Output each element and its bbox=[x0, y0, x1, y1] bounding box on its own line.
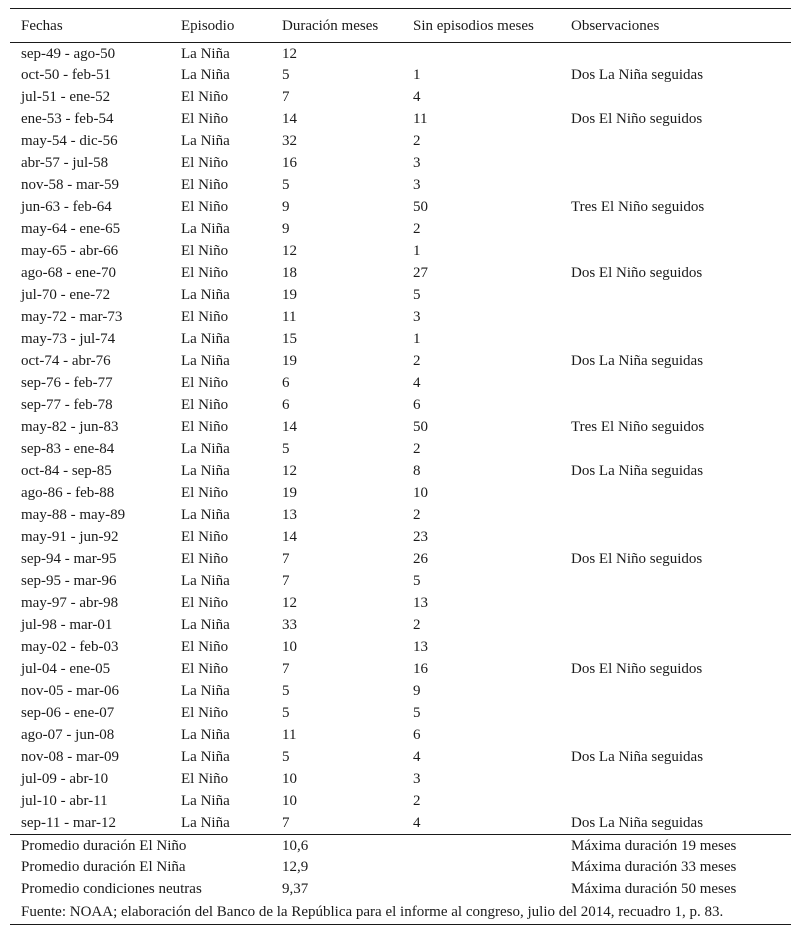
cell-sin-episodios: 4 bbox=[413, 89, 421, 105]
cell-observaciones: Dos El Niño seguidos bbox=[571, 551, 703, 567]
cell-duracion: 5 bbox=[282, 683, 290, 699]
table-row bbox=[10, 747, 791, 769]
cell-fechas: may-97 - abr-98 bbox=[21, 595, 119, 611]
cell-sin-episodios: 8 bbox=[413, 463, 421, 479]
table-row bbox=[10, 263, 791, 285]
cell-fechas: jul-51 - ene-52 bbox=[21, 89, 111, 105]
cell-sin-episodios: 1 bbox=[413, 67, 421, 83]
cell-sin-episodios: 4 bbox=[413, 375, 421, 391]
table-row bbox=[10, 549, 791, 571]
table-row bbox=[10, 703, 791, 725]
cell-sin-episodios: 6 bbox=[413, 727, 421, 743]
summary-value: 10,6 bbox=[282, 838, 309, 855]
cell-fechas: nov-58 - mar-59 bbox=[21, 177, 120, 193]
summary-value: 12,9 bbox=[282, 859, 309, 875]
cell-fechas: may-73 - jul-74 bbox=[21, 331, 116, 347]
cell-fechas: may-72 - mar-73 bbox=[21, 309, 123, 325]
summary-note: Máxima duración 50 meses bbox=[571, 881, 737, 897]
table-row bbox=[10, 43, 791, 65]
cell-duracion: 6 bbox=[282, 375, 290, 391]
cell-fechas: nov-05 - mar-06 bbox=[21, 683, 120, 699]
cell-observaciones: Dos El Niño seguidos bbox=[571, 661, 703, 677]
cell-sin-episodios: 2 bbox=[413, 617, 421, 633]
cell-episodio: La Niña bbox=[181, 617, 230, 633]
cell-sin-episodios: 3 bbox=[413, 155, 421, 171]
episodes-table-container bbox=[10, 8, 791, 925]
header-duracion: Duración meses bbox=[282, 18, 379, 34]
cell-episodio: El Niño bbox=[181, 705, 229, 721]
cell-observaciones bbox=[560, 131, 791, 153]
cell-episodio: La Niña bbox=[181, 793, 230, 809]
cell-observaciones bbox=[560, 43, 791, 65]
table-row bbox=[10, 813, 791, 835]
cell-sin-episodios: 3 bbox=[413, 177, 421, 193]
summary-row bbox=[10, 857, 791, 879]
cell-observaciones bbox=[560, 483, 791, 505]
cell-episodio: El Niño bbox=[181, 265, 229, 281]
cell-observaciones: Tres El Niño seguidos bbox=[571, 199, 705, 215]
table-row bbox=[10, 373, 791, 395]
cell-fechas: sep-06 - ene-07 bbox=[21, 705, 115, 721]
cell-episodio: El Niño bbox=[181, 485, 229, 501]
cell-observaciones: Dos El Niño seguidos bbox=[571, 265, 703, 281]
cell-sin-episodios: 23 bbox=[413, 529, 428, 545]
cell-duracion: 11 bbox=[282, 727, 297, 743]
cell-observaciones bbox=[560, 593, 791, 615]
summary-label: Promedio condiciones neutras bbox=[21, 881, 202, 897]
cell-duracion: 5 bbox=[282, 67, 290, 83]
cell-fechas: may-65 - abr-66 bbox=[21, 243, 119, 259]
cell-episodio: El Niño bbox=[181, 375, 229, 391]
cell-observaciones bbox=[560, 87, 791, 109]
cell-episodio: El Niño bbox=[181, 771, 229, 787]
cell-episodio: La Niña bbox=[181, 67, 230, 83]
cell-episodio: El Niño bbox=[181, 595, 229, 611]
cell-observaciones: Dos El Niño seguidos bbox=[571, 111, 703, 127]
table-row bbox=[10, 791, 791, 813]
table-row bbox=[10, 329, 791, 351]
cell-duracion: 19 bbox=[282, 353, 297, 369]
cell-episodio: La Niña bbox=[181, 749, 230, 765]
cell-sin-episodios: 1 bbox=[413, 243, 421, 259]
cell-episodio: La Niña bbox=[181, 814, 230, 831]
cell-sin-episodios: 10 bbox=[413, 485, 428, 501]
cell-sin-episodios: 4 bbox=[413, 749, 421, 765]
table-row bbox=[10, 659, 791, 681]
cell-fechas: may-82 - jun-83 bbox=[21, 419, 119, 435]
cell-sin-episodios: 50 bbox=[413, 199, 428, 215]
cell-duracion: 10 bbox=[282, 793, 297, 809]
cell-observaciones bbox=[560, 153, 791, 175]
cell-fechas: sep-76 - feb-77 bbox=[21, 375, 113, 391]
cell-fechas: may-02 - feb-03 bbox=[21, 639, 119, 655]
table-row bbox=[10, 395, 791, 417]
summary-section bbox=[10, 835, 791, 925]
header-fechas: Fechas bbox=[21, 18, 63, 34]
cell-fechas: sep-95 - mar-96 bbox=[21, 573, 117, 589]
cell-duracion: 18 bbox=[282, 265, 297, 281]
cell-observaciones: Dos La Niña seguidas bbox=[571, 67, 704, 83]
cell-duracion: 10 bbox=[282, 771, 297, 787]
cell-fechas: jul-09 - abr-10 bbox=[21, 771, 109, 787]
cell-fechas: ago-68 - ene-70 bbox=[21, 265, 116, 281]
cell-sin-episodios: 2 bbox=[413, 133, 421, 149]
cell-duracion: 5 bbox=[282, 441, 290, 457]
cell-observaciones bbox=[560, 175, 791, 197]
cell-sin-episodios: 4 bbox=[413, 814, 421, 831]
cell-fechas: jul-70 - ene-72 bbox=[21, 287, 111, 303]
cell-fechas: may-88 - may-89 bbox=[21, 507, 126, 523]
enso-episodes-table bbox=[10, 8, 791, 925]
cell-episodio: El Niño bbox=[181, 111, 229, 127]
cell-duracion: 14 bbox=[282, 111, 297, 127]
cell-observaciones bbox=[560, 681, 791, 703]
table-row bbox=[10, 593, 791, 615]
cell-sin-episodios: 2 bbox=[413, 793, 421, 809]
summary-row bbox=[10, 879, 791, 901]
table-row bbox=[10, 615, 791, 637]
cell-duracion: 7 bbox=[282, 551, 290, 567]
summary-note: Máxima duración 19 meses bbox=[571, 838, 737, 855]
table-body bbox=[10, 43, 791, 835]
cell-fechas: oct-74 - abr-76 bbox=[21, 353, 111, 369]
summary-row bbox=[10, 835, 791, 857]
cell-episodio: El Niño bbox=[181, 397, 229, 413]
cell-observaciones bbox=[560, 241, 791, 263]
cell-fechas: oct-84 - sep-85 bbox=[21, 463, 112, 479]
cell-episodio: La Niña bbox=[181, 683, 230, 699]
cell-duracion: 7 bbox=[282, 661, 290, 677]
cell-duracion: 19 bbox=[282, 287, 297, 303]
cell-sin-episodios: 6 bbox=[413, 397, 421, 413]
cell-episodio: La Niña bbox=[181, 441, 230, 457]
cell-episodio: La Niña bbox=[181, 331, 230, 347]
table-row bbox=[10, 505, 791, 527]
header-observaciones: Observaciones bbox=[571, 18, 660, 34]
cell-episodio: La Niña bbox=[181, 221, 230, 237]
table-row bbox=[10, 637, 791, 659]
cell-duracion: 10 bbox=[282, 639, 297, 655]
cell-fechas: ene-53 - feb-54 bbox=[21, 111, 114, 127]
cell-sin-episodios: 16 bbox=[413, 661, 428, 677]
table-row bbox=[10, 417, 791, 439]
cell-episodio: El Niño bbox=[181, 419, 229, 435]
cell-duracion: 9 bbox=[282, 199, 290, 215]
cell-fechas: may-91 - jun-92 bbox=[21, 529, 119, 545]
cell-fechas: may-64 - ene-65 bbox=[21, 221, 121, 237]
cell-sin-episodios: 2 bbox=[413, 221, 421, 237]
cell-fechas: abr-57 - jul-58 bbox=[21, 155, 109, 171]
cell-episodio: La Niña bbox=[181, 573, 230, 589]
source-note: Fuente: NOAA; elaboración del Banco de la República para el informe al congreso, julio del 2014, recuadro 1, p. 83. bbox=[21, 903, 724, 920]
cell-sin-episodios: 2 bbox=[413, 353, 421, 369]
cell-duracion: 9 bbox=[282, 221, 290, 237]
cell-episodio: El Niño bbox=[181, 661, 229, 677]
cell-duracion: 14 bbox=[282, 529, 297, 545]
cell-fechas: jul-10 - abr-11 bbox=[21, 793, 108, 809]
cell-fechas: sep-83 - ene-84 bbox=[21, 441, 115, 457]
table-row bbox=[10, 241, 791, 263]
cell-observaciones bbox=[560, 791, 791, 813]
cell-episodio: El Niño bbox=[181, 243, 229, 259]
cell-episodio: La Niña bbox=[181, 353, 230, 369]
cell-fechas: may-54 - dic-56 bbox=[21, 133, 118, 149]
cell-sin-episodios: 11 bbox=[413, 111, 428, 127]
cell-episodio: El Niño bbox=[181, 89, 229, 105]
cell-duracion: 7 bbox=[282, 573, 290, 589]
cell-duracion: 15 bbox=[282, 331, 297, 347]
cell-fechas: ago-07 - jun-08 bbox=[21, 727, 115, 743]
cell-observaciones bbox=[560, 285, 791, 307]
cell-fechas: nov-08 - mar-09 bbox=[21, 749, 120, 765]
table-row bbox=[10, 65, 791, 87]
table-row bbox=[10, 197, 791, 219]
cell-observaciones: Dos La Niña seguidas bbox=[571, 353, 704, 369]
table-row bbox=[10, 109, 791, 131]
table-row bbox=[10, 681, 791, 703]
cell-sin-episodios: 3 bbox=[413, 309, 421, 325]
cell-observaciones bbox=[560, 505, 791, 527]
cell-sin-episodios: 26 bbox=[413, 551, 428, 567]
cell-fechas: oct-50 - feb-51 bbox=[21, 67, 111, 83]
cell-duracion: 5 bbox=[282, 177, 290, 193]
cell-duracion: 6 bbox=[282, 397, 290, 413]
cell-observaciones: Dos La Niña seguidas bbox=[571, 463, 704, 479]
cell-observaciones bbox=[560, 637, 791, 659]
cell-episodio: El Niño bbox=[181, 639, 229, 655]
cell-sin-episodios: 13 bbox=[413, 639, 428, 655]
cell-observaciones bbox=[560, 571, 791, 593]
table-row bbox=[10, 351, 791, 373]
cell-episodio: El Niño bbox=[181, 177, 229, 193]
header-sin-episodios: Sin episodios meses bbox=[413, 18, 534, 34]
summary-note: Máxima duración 33 meses bbox=[571, 859, 737, 875]
table-row bbox=[10, 527, 791, 549]
table-row bbox=[10, 285, 791, 307]
cell-observaciones bbox=[560, 373, 791, 395]
source-row bbox=[10, 901, 791, 925]
table-row bbox=[10, 461, 791, 483]
cell-observaciones: Dos La Niña seguidas bbox=[571, 749, 704, 765]
cell-fechas: jul-98 - mar-01 bbox=[21, 617, 113, 633]
cell-observaciones bbox=[560, 307, 791, 329]
table-row bbox=[10, 219, 791, 241]
cell-duracion: 19 bbox=[282, 485, 297, 501]
cell-episodio: El Niño bbox=[181, 529, 229, 545]
cell-duracion: 12 bbox=[282, 46, 297, 63]
table-header bbox=[10, 9, 791, 43]
summary-label: Promedio duración El Niña bbox=[21, 859, 186, 875]
cell-episodio: La Niña bbox=[181, 463, 230, 479]
cell-episodio: El Niño bbox=[181, 309, 229, 325]
cell-sin-episodios bbox=[402, 43, 560, 65]
cell-sin-episodios: 3 bbox=[413, 771, 421, 787]
cell-observaciones bbox=[560, 527, 791, 549]
cell-episodio: La Niña bbox=[181, 507, 230, 523]
cell-fechas: jun-63 - feb-64 bbox=[21, 199, 112, 215]
cell-sin-episodios: 2 bbox=[413, 441, 421, 457]
table-row bbox=[10, 131, 791, 153]
cell-duracion: 32 bbox=[282, 133, 297, 149]
cell-observaciones bbox=[560, 219, 791, 241]
summary-value: 9,37 bbox=[282, 881, 309, 897]
cell-duracion: 13 bbox=[282, 507, 297, 523]
cell-sin-episodios: 2 bbox=[413, 507, 421, 523]
cell-duracion: 7 bbox=[282, 814, 290, 831]
cell-episodio: El Niño bbox=[181, 199, 229, 215]
cell-observaciones bbox=[560, 439, 791, 461]
cell-episodio: El Niño bbox=[181, 551, 229, 567]
cell-observaciones: Tres El Niño seguidos bbox=[571, 419, 705, 435]
cell-fechas: sep-77 - feb-78 bbox=[21, 397, 113, 413]
cell-observaciones bbox=[560, 769, 791, 791]
cell-duracion: 5 bbox=[282, 749, 290, 765]
cell-sin-episodios: 27 bbox=[413, 265, 428, 281]
header-row bbox=[10, 9, 791, 43]
cell-duracion: 33 bbox=[282, 617, 297, 633]
cell-duracion: 12 bbox=[282, 595, 297, 611]
cell-duracion: 16 bbox=[282, 155, 297, 171]
cell-sin-episodios: 13 bbox=[413, 595, 428, 611]
table-row bbox=[10, 483, 791, 505]
cell-episodio: La Niña bbox=[181, 287, 230, 303]
cell-fechas: sep-49 - ago-50 bbox=[21, 46, 116, 63]
cell-sin-episodios: 50 bbox=[413, 419, 428, 435]
cell-observaciones: Dos La Niña seguidas bbox=[571, 814, 704, 831]
cell-duracion: 12 bbox=[282, 463, 297, 479]
cell-sin-episodios: 1 bbox=[413, 331, 421, 347]
cell-episodio: La Niña bbox=[181, 46, 230, 63]
table-row bbox=[10, 175, 791, 197]
cell-observaciones bbox=[560, 703, 791, 725]
summary-label: Promedio duración El Niño bbox=[21, 838, 187, 855]
table-row bbox=[10, 439, 791, 461]
cell-fechas: sep-94 - mar-95 bbox=[21, 551, 117, 567]
header-episodio: Episodio bbox=[181, 18, 235, 34]
cell-duracion: 12 bbox=[282, 243, 297, 259]
cell-duracion: 11 bbox=[282, 309, 297, 325]
cell-sin-episodios: 9 bbox=[413, 683, 421, 699]
cell-duracion: 5 bbox=[282, 705, 290, 721]
table-row bbox=[10, 307, 791, 329]
cell-sin-episodios: 5 bbox=[413, 573, 421, 589]
cell-episodio: El Niño bbox=[181, 155, 229, 171]
cell-observaciones bbox=[560, 725, 791, 747]
cell-fechas: ago-86 - feb-88 bbox=[21, 485, 115, 501]
table-row bbox=[10, 571, 791, 593]
cell-fechas: sep-11 - mar-12 bbox=[21, 814, 116, 831]
cell-sin-episodios: 5 bbox=[413, 287, 421, 303]
table-row bbox=[10, 153, 791, 175]
table-row bbox=[10, 769, 791, 791]
cell-observaciones bbox=[560, 395, 791, 417]
cell-duracion: 7 bbox=[282, 89, 290, 105]
cell-observaciones bbox=[560, 615, 791, 637]
cell-sin-episodios: 5 bbox=[413, 705, 421, 721]
cell-episodio: La Niña bbox=[181, 133, 230, 149]
cell-episodio: La Niña bbox=[181, 727, 230, 743]
table-row bbox=[10, 725, 791, 747]
cell-observaciones bbox=[560, 329, 791, 351]
table-row bbox=[10, 87, 791, 109]
cell-duracion: 14 bbox=[282, 419, 297, 435]
cell-fechas: jul-04 - ene-05 bbox=[21, 661, 111, 677]
